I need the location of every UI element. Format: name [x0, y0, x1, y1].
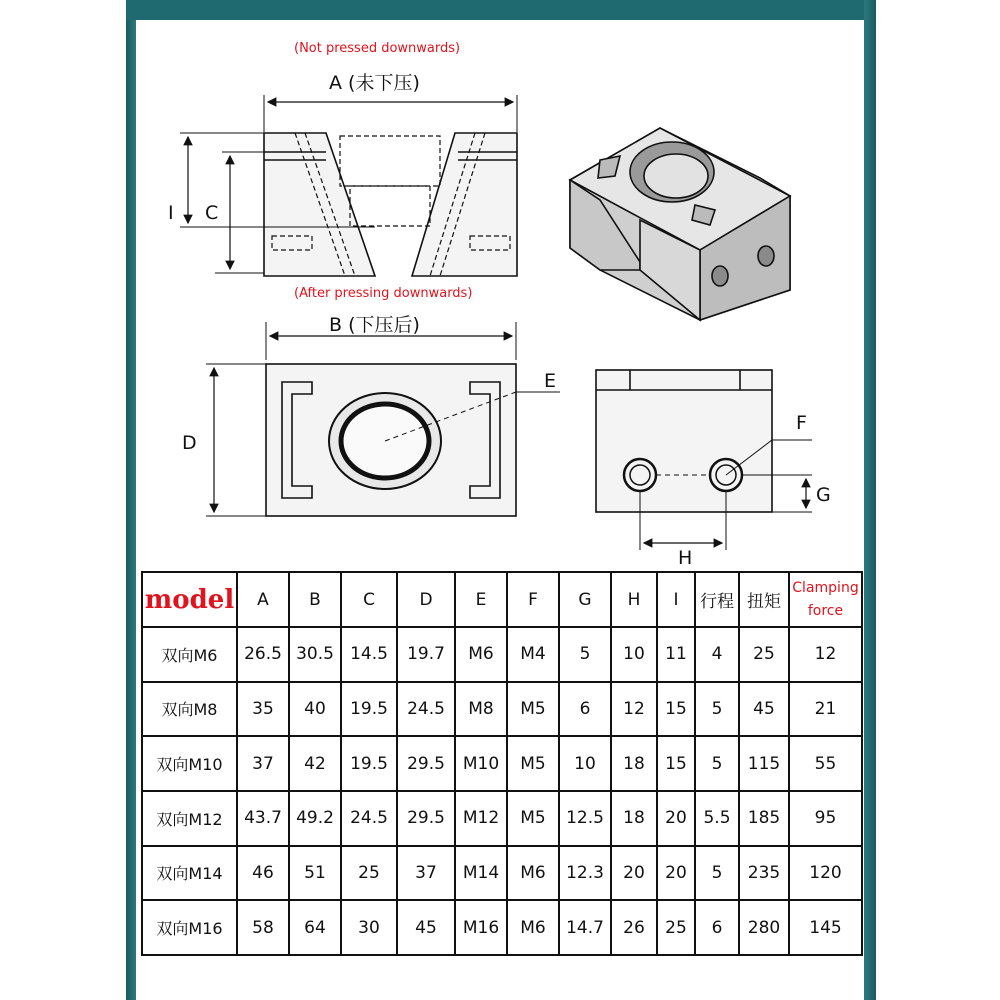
value-cell: 6: [559, 682, 611, 737]
header-torque: 扭矩: [739, 572, 789, 627]
value-cell: 12: [611, 682, 657, 737]
after-pressing-note: (After pressing downwards): [294, 286, 473, 301]
value-cell: 5: [695, 736, 739, 791]
value-cell: 25: [657, 900, 695, 955]
table-row: [142, 791, 862, 846]
value-cell: 42: [289, 736, 341, 791]
value-cell: 14.7: [559, 900, 611, 955]
model-cell: 双向M16: [142, 900, 237, 955]
model-cell: 双向M10: [142, 736, 237, 791]
value-cell: 26: [611, 900, 657, 955]
value-cell: M5: [507, 736, 559, 791]
value-cell: 40: [289, 682, 341, 737]
value-cell: M12: [455, 791, 507, 846]
value-cell: 5: [695, 682, 739, 737]
dimension-g-label: G: [816, 484, 831, 506]
header-b: B: [289, 572, 341, 627]
value-cell: 26.5: [237, 627, 289, 682]
dimension-e-label: E: [544, 370, 557, 392]
value-cell: M16: [455, 900, 507, 955]
value-cell: 45: [397, 900, 455, 955]
value-cell: 30: [341, 900, 397, 955]
not-pressed-note: (Not pressed downwards): [294, 41, 461, 56]
value-cell: 95: [789, 791, 862, 846]
value-cell: M5: [507, 682, 559, 737]
value-cell: M5: [507, 791, 559, 846]
header-f: F: [507, 572, 559, 627]
value-cell: 30.5: [289, 627, 341, 682]
value-cell: 58: [237, 900, 289, 955]
value-cell: 20: [657, 846, 695, 901]
value-cell: 20: [657, 791, 695, 846]
header-g: G: [559, 572, 611, 627]
header-stroke: 行程: [695, 572, 739, 627]
value-cell: 5: [559, 627, 611, 682]
value-cell: 43.7: [237, 791, 289, 846]
clamping-line1: Clamping: [792, 580, 859, 597]
value-cell: 235: [739, 846, 789, 901]
value-cell: 37: [237, 736, 289, 791]
header-i: I: [657, 572, 695, 627]
header-e: E: [455, 572, 507, 627]
front-view-unpressed: [180, 95, 517, 276]
value-cell: 29.5: [397, 736, 455, 791]
value-cell: M6: [507, 900, 559, 955]
value-cell: 6: [695, 900, 739, 955]
value-cell: 185: [739, 791, 789, 846]
value-cell: 24.5: [397, 682, 455, 737]
value-cell: 19.5: [341, 736, 397, 791]
value-cell: 4: [695, 627, 739, 682]
value-cell: 37: [397, 846, 455, 901]
table-row: [142, 900, 862, 955]
header-d: D: [397, 572, 455, 627]
table-row: [142, 627, 862, 682]
dimension-a-label: A (未下压): [329, 72, 420, 94]
value-cell: 64: [289, 900, 341, 955]
value-cell: 25: [739, 627, 789, 682]
value-cell: 12.3: [559, 846, 611, 901]
value-cell: M8: [455, 682, 507, 737]
value-cell: 11: [657, 627, 695, 682]
model-cell: 双向M6: [142, 627, 237, 682]
header-h: H: [611, 572, 657, 627]
header-a: A: [237, 572, 289, 627]
value-cell: 15: [657, 736, 695, 791]
value-cell: 145: [789, 900, 862, 955]
value-cell: M14: [455, 846, 507, 901]
table-header-row: [142, 572, 862, 627]
value-cell: 5.5: [695, 791, 739, 846]
value-cell: 280: [739, 900, 789, 955]
model-cell: 双向M12: [142, 791, 237, 846]
table-row: [142, 682, 862, 737]
value-cell: 10: [559, 736, 611, 791]
value-cell: 18: [611, 736, 657, 791]
value-cell: 29.5: [397, 791, 455, 846]
value-cell: M10: [455, 736, 507, 791]
value-cell: 120: [789, 846, 862, 901]
value-cell: 20: [611, 846, 657, 901]
dimension-d-label: D: [182, 432, 197, 454]
value-cell: 19.5: [341, 682, 397, 737]
dimension-b-label: B (下压后): [329, 314, 420, 336]
dimension-f-label: F: [796, 412, 807, 434]
header-clamping-force: [789, 572, 862, 627]
spec-table: [141, 571, 863, 956]
top-view-pressed: [206, 322, 560, 516]
dimension-h-label: H: [678, 547, 693, 569]
side-view: [596, 370, 812, 550]
value-cell: 12: [789, 627, 862, 682]
value-cell: 46: [237, 846, 289, 901]
value-cell: M6: [455, 627, 507, 682]
value-cell: 115: [739, 736, 789, 791]
value-cell: M6: [507, 846, 559, 901]
clamping-line2: force: [807, 602, 844, 619]
value-cell: 21: [789, 682, 862, 737]
model-cell: 双向M14: [142, 846, 237, 901]
value-cell: 35: [237, 682, 289, 737]
value-cell: 14.5: [341, 627, 397, 682]
value-cell: 5: [695, 846, 739, 901]
value-cell: 24.5: [341, 791, 397, 846]
value-cell: 45: [739, 682, 789, 737]
value-cell: 51: [289, 846, 341, 901]
value-cell: 55: [789, 736, 862, 791]
header-model: model: [142, 572, 237, 627]
value-cell: 49.2: [289, 791, 341, 846]
dimension-i-label: I: [168, 202, 174, 224]
value-cell: 15: [657, 682, 695, 737]
dimension-c-label: C: [205, 202, 219, 224]
value-cell: M4: [507, 627, 559, 682]
header-c: C: [341, 572, 397, 627]
table-row: [142, 736, 862, 791]
value-cell: 10: [611, 627, 657, 682]
value-cell: 18: [611, 791, 657, 846]
value-cell: 19.7: [397, 627, 455, 682]
value-cell: 12.5: [559, 791, 611, 846]
table-row: [142, 846, 862, 901]
isometric-view: [570, 128, 790, 320]
value-cell: 25: [341, 846, 397, 901]
model-cell: 双向M8: [142, 682, 237, 737]
